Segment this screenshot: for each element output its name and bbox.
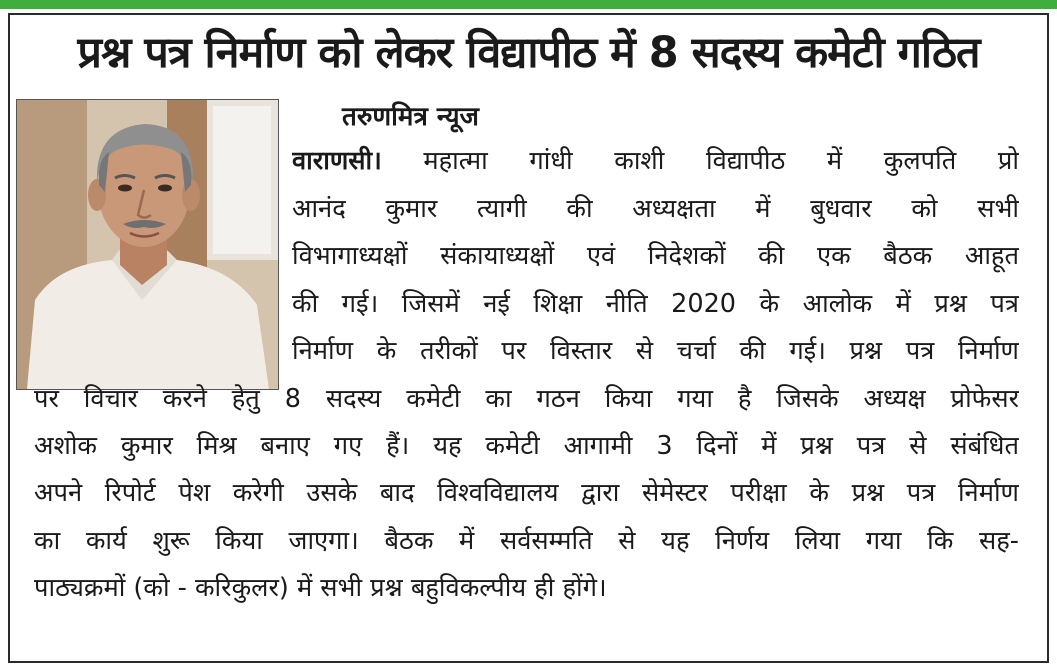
body-line-5: निर्माण के तरीकों पर विस्तार से चर्चा की गई। प्रश्न पत्र निर्माण xyxy=(292,336,1019,366)
body-line-6: पर विचार करने हेतु 8 सदस्य कमेटी का गठन किया गया है जिसके अध्यक्ष प्रोफेसर xyxy=(34,384,1019,414)
body-line-9: का कार्य शुरू किया जाएगा। बैठक में सर्वसम्मति से यह निर्णय लिया गया कि सह- xyxy=(34,526,1019,556)
byline: तरुणमित्र न्यूज xyxy=(342,102,479,132)
headline: प्रश्न पत्र निर्माण को लेकर विद्यापीठ में 8 सदस्य कमेटी गठित xyxy=(77,28,980,78)
body-line-8: अपने रिपोर्ट पेश करेगी उसके बाद विश्वविद्यालय द्वारा सेमेस्टर परीक्षा के प्रश्न पत्र निर्माण xyxy=(34,478,1019,508)
top-green-rule xyxy=(0,0,1057,9)
body-text-1: महात्मा गांधी काशी विद्यापीठ में कुलपति प्रो xyxy=(381,146,1019,176)
body-line-4: की गई। जिसमें नई शिक्षा नीति 2020 के आलोक में प्रश्न पत्र xyxy=(292,289,1019,319)
body-line-1 xyxy=(292,143,1019,179)
dateline: वाराणसी। xyxy=(292,146,382,176)
portrait-photo xyxy=(16,99,279,390)
news-clipping xyxy=(8,13,1049,663)
body-line-2: आनंद कुमार त्यागी की अध्यक्षता में बुधवार को सभी xyxy=(292,194,1019,224)
body-line-3: विभागाध्यक्षों संकायाध्यक्षों एवं निदेशकों की एक बैठक आहूत xyxy=(292,241,1019,271)
body-line-7: अशोक कुमार मिश्र बनाए गए हैं। यह कमेटी आगामी 3 दिनों में प्रश्न पत्र से संबंधित xyxy=(34,431,1019,461)
portrait-illustration xyxy=(17,100,278,389)
body-line-10: पाठ्यक्रमों (को - करिकुलर) में सभी प्रश्न बहुविकल्पीय ही होंगे। xyxy=(34,573,607,603)
